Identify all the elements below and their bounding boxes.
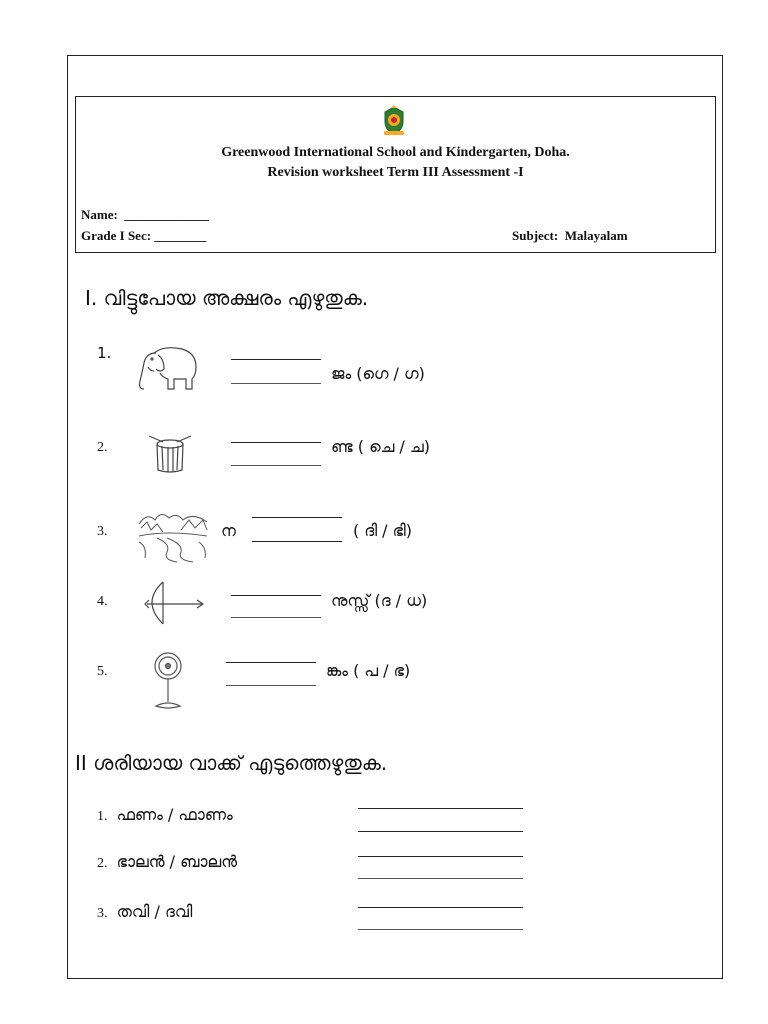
answer-line (252, 541, 342, 542)
item-number: 1. (97, 344, 112, 362)
option-number: 2. (97, 856, 108, 871)
answer-line (252, 517, 342, 518)
option-row-2 (97, 852, 237, 872)
item-number: 3. (97, 524, 108, 539)
answer-line (231, 465, 321, 466)
option-text: ഭാലൻ / ബാലൻ (116, 852, 238, 871)
option-row-3 (97, 902, 192, 922)
section-2-title: II ശരിയായ വാക്ക് എടുത്തെഴുതുക. (75, 751, 388, 775)
bow-arrow-icon (137, 578, 209, 628)
answer-line (226, 685, 316, 686)
item-4-text: നുസ്സ് (ദ / ധ) (331, 591, 428, 610)
worksheet-title: Revision worksheet Term III Assessment -I (267, 165, 524, 180)
name-field-label: Name: _____________ (81, 207, 209, 222)
item-2-text: ണ്ട ( ചെ / ച) (331, 437, 430, 456)
elephant-icon (134, 343, 200, 393)
answer-line (358, 808, 523, 809)
answer-line (231, 359, 321, 360)
item-number: 4. (97, 594, 108, 609)
section-1-title: I. വിട്ടുപോയ അക്ഷരം എഴുതുക. (85, 286, 369, 310)
item-3-text: ( ദി / ഭി) (353, 521, 412, 540)
answer-line (231, 617, 321, 618)
answer-line (226, 662, 316, 663)
item-5-text: ങ്കം ( പ / ഭ) (326, 661, 411, 680)
option-row-1 (97, 805, 233, 825)
drum-icon (143, 432, 197, 476)
answer-line (358, 929, 523, 930)
option-text: ഫണം / ഫാണം (116, 805, 233, 824)
school-name: Greenwood International School and Kindergarten, Doha. (221, 145, 570, 160)
answer-line (358, 878, 523, 879)
answer-line (358, 856, 523, 857)
answer-line (231, 383, 321, 384)
grade-section-label: Grade I Sec: ________ (81, 228, 207, 243)
answer-line (358, 907, 523, 908)
item-number: 5. (97, 664, 108, 679)
river-icon (137, 508, 209, 564)
item-1-text: ജം (ഗെ / ഗ) (331, 364, 425, 383)
option-text: തവി / ദവി (116, 902, 193, 921)
answer-line (231, 442, 321, 443)
option-number: 1. (97, 809, 108, 824)
fan-icon (148, 650, 188, 712)
school-logo-icon (379, 105, 409, 137)
answer-line (358, 831, 523, 832)
subject-label: Subject: Malayalam (512, 228, 628, 243)
option-number: 3. (97, 906, 108, 921)
item-3-prefix: ന (221, 521, 236, 540)
item-number: 2. (97, 440, 108, 455)
answer-line (231, 595, 321, 596)
worksheet-header (75, 96, 716, 253)
